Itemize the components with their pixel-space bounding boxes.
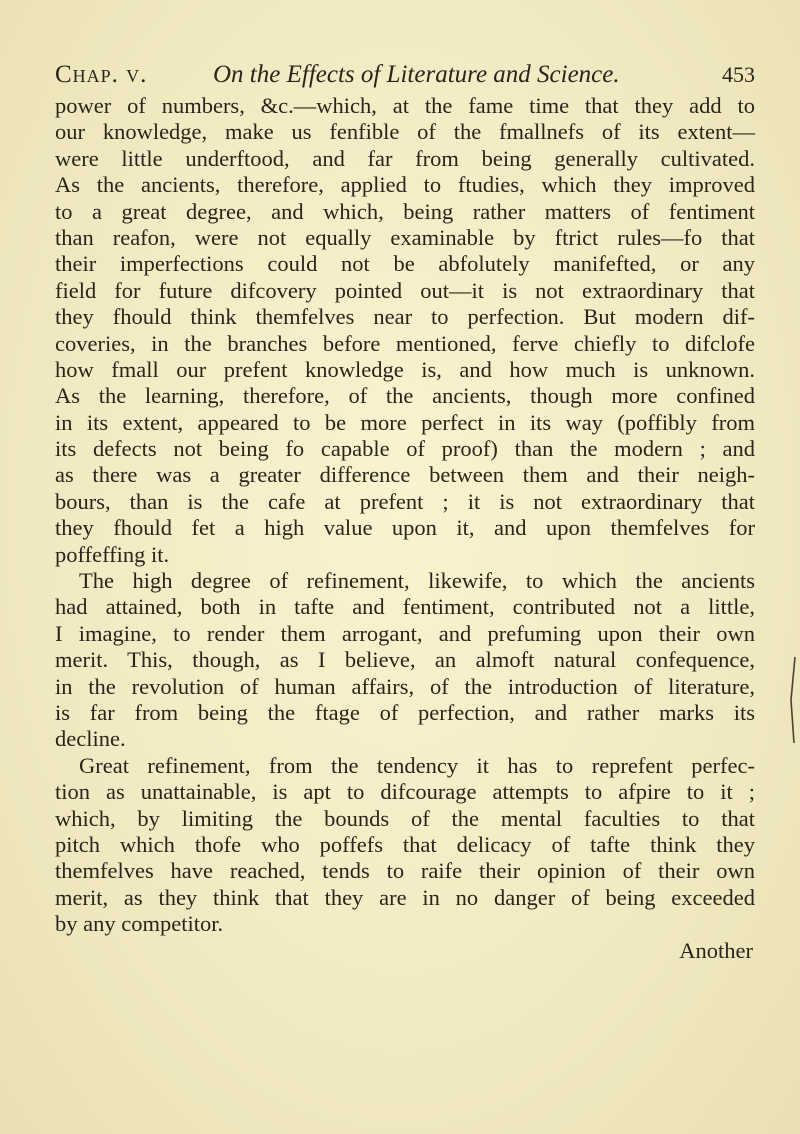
text-line: which, by limiting the bounds of the mental faculties to that (55, 805, 755, 831)
catchword: Another (679, 937, 753, 963)
text-line: power of numbers, &c.—which, at the fame time that they add to (55, 93, 755, 118)
text-line: I imagine, to render them arrogant, and prefuming upon their own (55, 620, 755, 646)
page-number: 453 (722, 62, 755, 87)
text-line: had attained, both in tafte and fentiment, contributed not a little, (55, 594, 755, 620)
text-line: they fhould fet a high value upon it, and upon themfelves for (55, 515, 755, 541)
text-line: its defects not being fo capable of proof) than the modern ; and (55, 436, 755, 462)
text-line: As the learning, therefore, of the ancients, though more confined (55, 383, 755, 409)
margin-pencil-mark (788, 655, 798, 745)
text-line: Great refinement, from the tendency it has to reprefent perfec- (79, 752, 755, 778)
running-header (55, 58, 755, 92)
text-line: decline. (55, 726, 126, 752)
text-line: is far from being the ftage of perfection, and rather marks its (55, 699, 755, 725)
text-line: they fhould think themfelves near to perfection. But modern dif- (55, 304, 755, 330)
running-title: On the Effects of Literature and Science. (213, 61, 620, 88)
chapter-label: Chap. v. (55, 61, 148, 88)
text-line: merit. This, though, as I believe, an almoft natural confequence, (55, 647, 755, 673)
text-line: field for future difcovery pointed out—it is not extraordinary that (55, 277, 755, 303)
text-line: our knowledge, make us fenfible of the fmallnefs of its extent— (55, 119, 755, 145)
text-line: merit, as they think that they are in no danger of being exceeded (55, 884, 755, 910)
text-line: how fmall our prefent knowledge is, and how much is unknown. (55, 356, 755, 382)
text-line: in the revolution of human affairs, of the introduction of literature, (55, 673, 755, 699)
text-line: As the ancients, therefore, applied to ftudies, which they improved (55, 172, 755, 198)
text-line: coveries, in the branches before mentioned, ferve chiefly to difclofe (55, 330, 755, 356)
body-text (55, 93, 755, 964)
text-line: tion as unattainable, is apt to difcourage attempts to afpire to it ; (55, 779, 755, 805)
text-line: The high degree of refinement, likewife, to which the ancients (79, 568, 755, 594)
text-line: to a great degree, and which, being rather matters of fentiment (55, 198, 755, 224)
text-line: than reafon, were not equally examinable by ftrict rules—fo that (55, 224, 755, 250)
text-line: as there was a greater difference between them and their neigh- (55, 462, 755, 488)
text-line: their imperfections could not be abfolutely manifefted, or any (55, 251, 755, 277)
text-line: themfelves have reached, tends to raife their opinion of their own (55, 858, 755, 884)
text-line: poffeffing it. (55, 541, 170, 567)
text-line: pitch which thofe who poffefs that delicacy of tafte think they (55, 831, 755, 857)
text-line: bours, than is the cafe at prefent ; it is not extraordinary that (55, 488, 755, 514)
text-line: in its extent, appeared to be more perfect in its way (poffibly from (55, 409, 755, 435)
text-line: by any competitor. (55, 911, 224, 937)
text-line: were little underftood, and far from being generally cultivated. (55, 145, 755, 171)
